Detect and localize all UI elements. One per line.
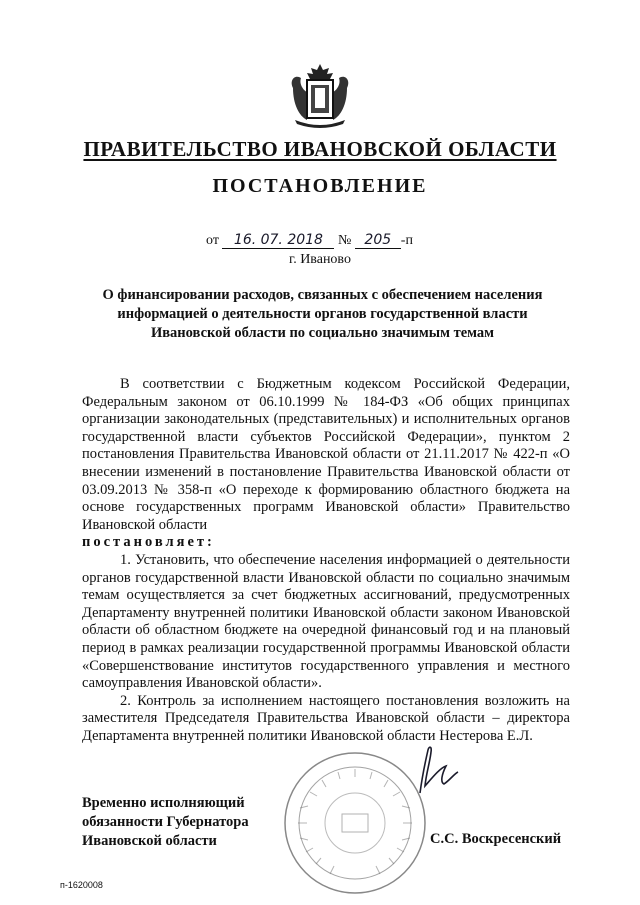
document-footer-code: п-1620008	[60, 880, 103, 890]
signer-name: С.С. Воскресенский	[430, 831, 562, 847]
decree-word: постановляет:	[82, 534, 215, 551]
item-2-paragraph: 2. Контроль за исполнением настоящего постановления возложить на заместителя Председателя Правительства Ивановской области – директора Департамента внутренней политики Ивановской области Нестерова Е.Л.	[82, 692, 570, 744]
coat-of-arms-emblem	[285, 60, 355, 130]
date-prefix: от	[206, 233, 219, 248]
city-line: г. Иваново	[289, 252, 351, 267]
document-number-line	[206, 232, 413, 249]
number-label: №	[337, 233, 352, 248]
decree-paragraph	[82, 534, 570, 552]
document-subject: О финансировании расходов, связанных с обеспечением населения информацией о деятельности органов государственной власти Ивановской области по социально значимым темам	[102, 287, 543, 341]
document-body	[82, 376, 570, 745]
document-type-heading: ПОСТАНОВЛЕНИЕ	[212, 175, 428, 197]
signer-position: Временно исполняющий обязанности Губернатора Ивановской области	[82, 795, 249, 849]
preamble-paragraph	[82, 376, 570, 534]
preamble-text: В соответствии с Бюджетным кодексом Российской Федерации, Федеральным законом от 06.10.1999 № 184-ФЗ «Об общих принципах организации законодательных (представительных) и исполнительных органов государственной власти субъектов Российской Федерации», пунктом 2 постановления Правительства Ивановской области от 21.11.2017 № 422-п «О внесении изменений в постановление Правительства Ивановской области от 03.09.2013 № 358-п «О переходе к формированию областного бюджета на основе государственных программ Ивановской области» Правительство Ивановской области	[82, 376, 570, 533]
item-1-paragraph: 1. Установить, что обеспечение населения информацией о деятельности органов государственной власти Ивановской области по социально значимым темам осуществляется за счет бюджетных ассигнований, предусмотренных Департаменту внутренней политики Ивановской области законом Ивановской области об областном бюджете на очередной финансовый год и на плановый период в рамках реализации государственной программы Ивановской области «Совершенствование институтов государственного управления и местного самоуправления Ивановской области».	[82, 551, 570, 692]
official-seal-stamp	[280, 748, 430, 898]
handwritten-signature	[410, 738, 470, 798]
number-suffix: -п	[400, 233, 413, 248]
handwritten-number: 205	[355, 232, 401, 249]
handwritten-date: 16. 07. 2018	[222, 232, 334, 249]
government-title: ПРАВИТЕЛЬСТВО ИВАНОВСКОЙ ОБЛАСТИ	[83, 137, 557, 161]
